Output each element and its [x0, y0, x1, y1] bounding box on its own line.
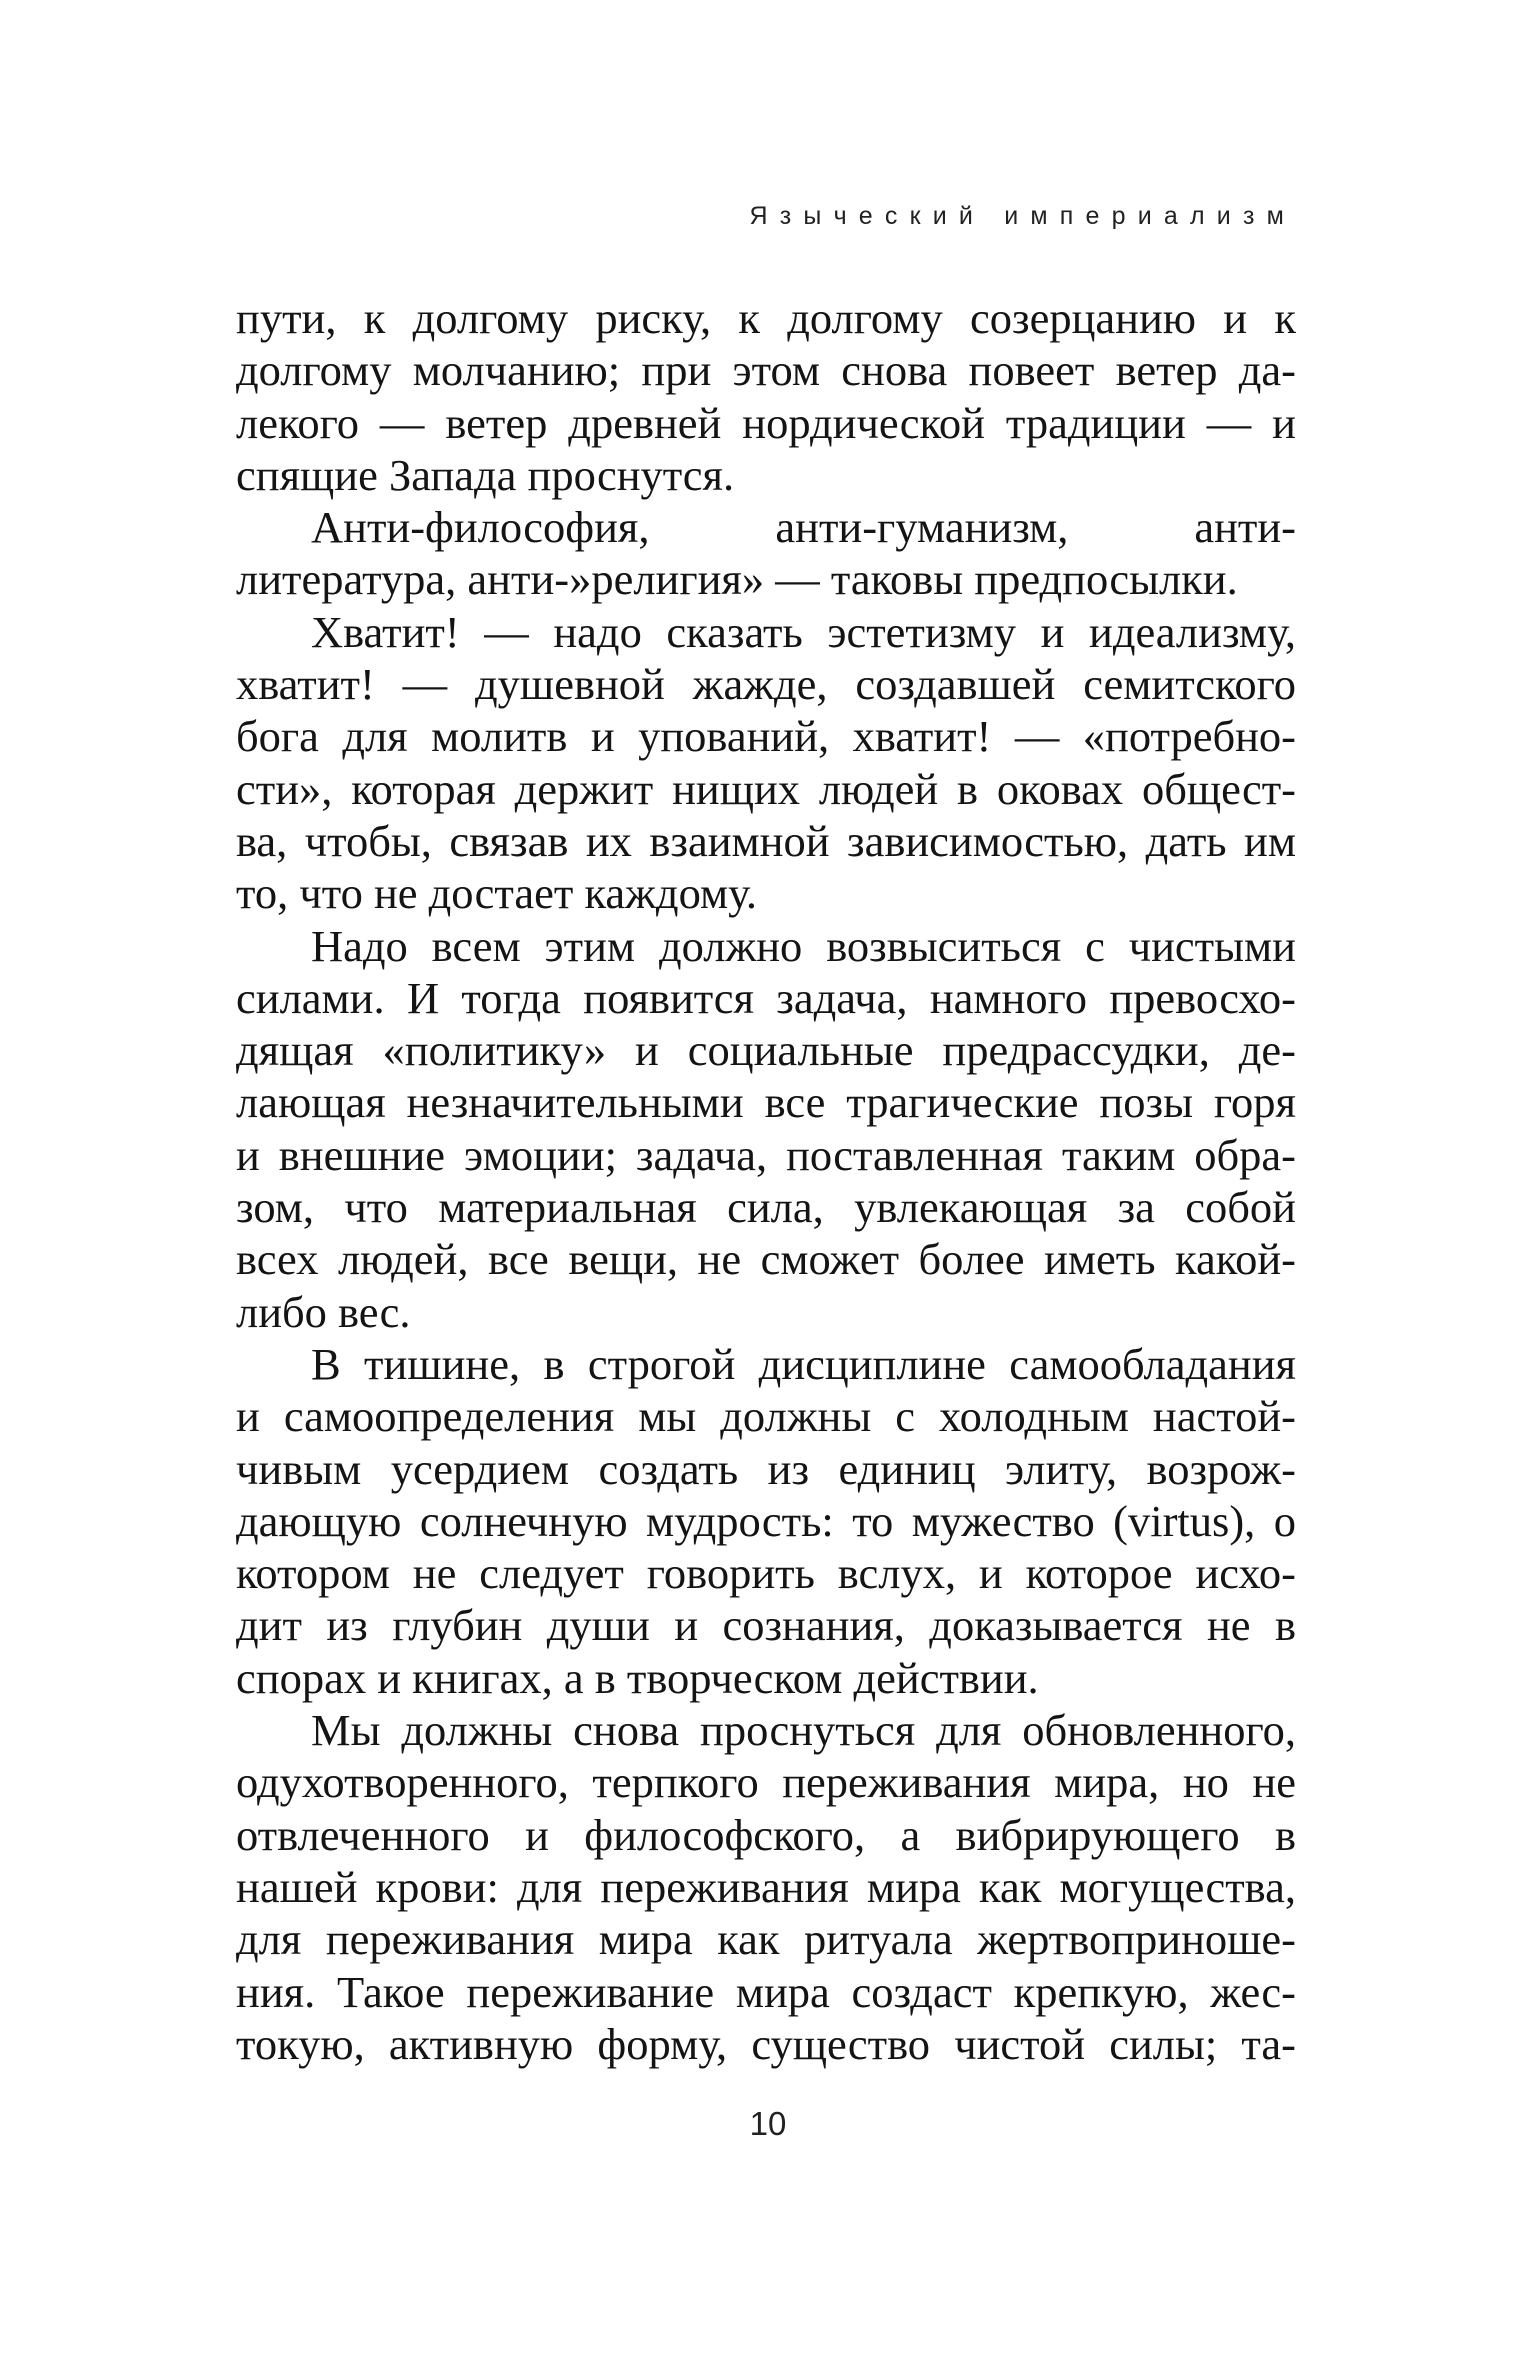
text-line: Анти-философия, анти-гуманизм, анти- — [311, 502, 1296, 553]
text-line: дит из глубин души и сознания, доказывается не в — [236, 1600, 1296, 1651]
text-line: хватит! — душевной жажде, создавшей семитского — [236, 659, 1296, 710]
text-line: дающую солнечную мудрость: то мужество (virtus), о — [236, 1495, 1296, 1546]
text-line: литература, анти-»религия» — таковы предпосылки. — [236, 554, 1238, 605]
text-line: долгому молчанию; при этом снова повеет ветер да- — [236, 345, 1296, 396]
text-line: В тишине, в строгой дисциплине самообладания — [311, 1338, 1296, 1389]
text-line: зом, что материальная сила, увлекающая за собой — [236, 1182, 1296, 1233]
paragraph — [236, 606, 1296, 920]
body-text — [236, 292, 1296, 2070]
text-line: силами. И тогда появится задача, намного превосхо- — [236, 972, 1296, 1023]
text-line: Мы должны снова проснуться для обновленного, — [311, 1705, 1296, 1756]
text-line: бога для молитв и упований, хватит! — «потребно- — [236, 711, 1296, 762]
text-line: пути, к долгому риску, к долгому созерцанию и к — [236, 293, 1296, 343]
text-line: дящая «политику» и социальные предрассудки, де- — [236, 1025, 1296, 1076]
text-line: всех людей, все вещи, не сможет более иметь какой- — [236, 1234, 1296, 1285]
text-line: спорах и книгах, а в творческом действии. — [236, 1652, 1039, 1703]
paragraph — [236, 292, 1296, 501]
text-line: для переживания мира как ритуала жертвоприноше- — [236, 1914, 1296, 1965]
text-line: чивым усердием создать из единиц элиту, возрож- — [236, 1443, 1296, 1494]
paragraph — [236, 1704, 1296, 2070]
text-line: и самоопределения мы должны с холодным настой- — [236, 1391, 1296, 1442]
text-line: либо вес. — [236, 1286, 411, 1337]
paragraph — [236, 501, 1296, 606]
running-head: Языческий империализм — [749, 202, 1296, 230]
paragraph — [236, 1338, 1296, 1704]
text-line: ния. Такое переживание мира создаст крепкую, жес- — [236, 1966, 1296, 2017]
text-line: Надо всем этим должно возвыситься с чистыми — [311, 920, 1296, 971]
text-line: отвлеченного и философского, а вибрирующего в — [236, 1809, 1296, 1860]
paragraph — [236, 920, 1296, 1338]
text-line: и внешние эмоции; задача, поставленная таким обра- — [236, 1129, 1296, 1180]
text-line: ва, чтобы, связав их взаимной зависимостью, дать им — [236, 815, 1296, 866]
text-line: котором не следует говорить вслух, и которое исхо- — [236, 1548, 1296, 1599]
text-line: одухотворенного, терпкого переживания мира, но не — [236, 1757, 1296, 1808]
text-line: сти», которая держит нищих людей в оковах общест- — [236, 763, 1296, 814]
page-number: 10 — [749, 2105, 787, 2142]
text-line: Хватит! — надо сказать эстетизму и идеализму, — [311, 606, 1296, 657]
text-line: лающая незначительными все трагические позы горя — [236, 1077, 1296, 1128]
text-line: то, что не достает каждому. — [236, 868, 758, 919]
text-line: лекого — ветер древней нордической традиции — и — [236, 397, 1296, 448]
text-line: токую, активную форму, существо чистой силы; та- — [236, 2018, 1296, 2069]
text-line: спящие Запада проснутся. — [236, 449, 735, 500]
text-line: нашей крови: для переживания мира как могущества, — [236, 1861, 1296, 1912]
